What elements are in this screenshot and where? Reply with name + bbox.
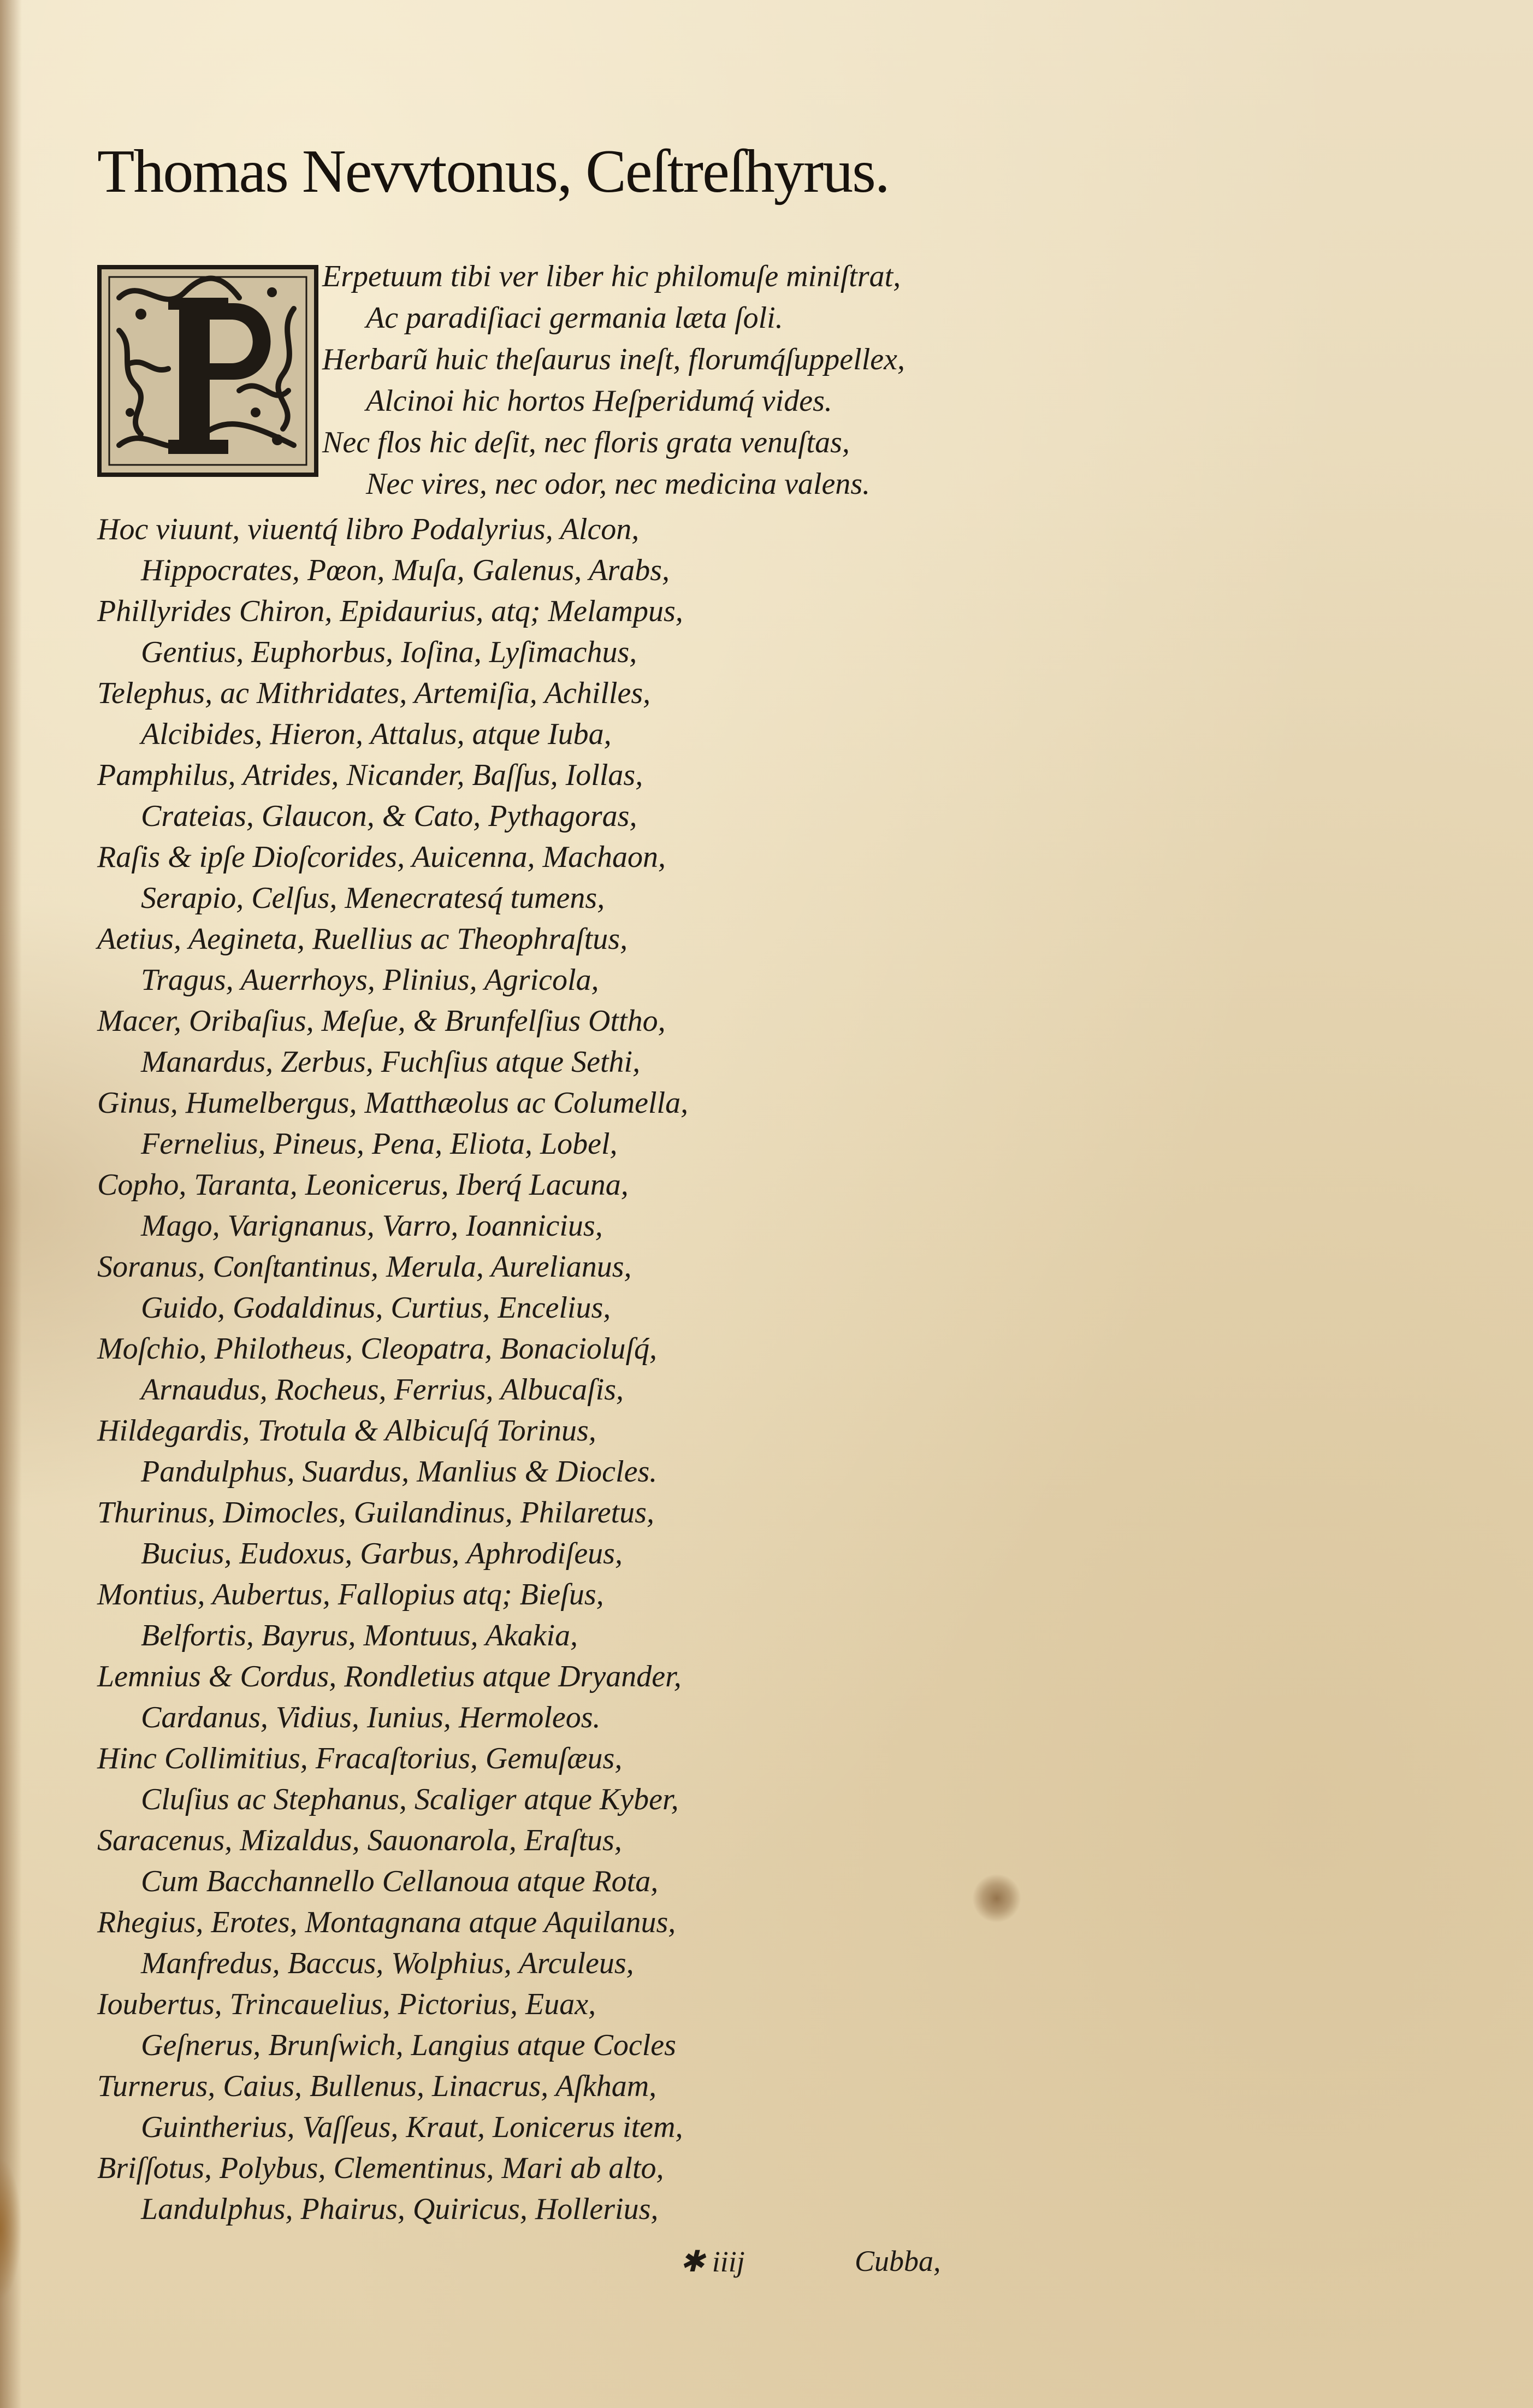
catchword: Cubba,	[855, 2245, 941, 2277]
verse-line: Hildegardis, Trotula & Albicuſq́ Torinus,	[97, 1414, 596, 1448]
verse-line: Fernelius, Pineus, Pena, Eliota, Lobel,	[141, 1127, 618, 1161]
verse-line: Telephus, ac Mithridates, Artemiſia, Achilles,	[97, 676, 651, 710]
verse-line: Thurinus, Dimocles, Guilandinus, Philaretus,	[97, 1496, 654, 1530]
page-edge-shadow	[0, 0, 22, 2408]
verse-line: Mago, Varignanus, Varro, Ioannicius,	[141, 1209, 603, 1243]
verse-line: Belfortis, Bayrus, Montuus, Akakia,	[141, 1619, 578, 1652]
verse-line: Hoc viuunt, viuentq́ libro Podalyrius, Alcon,	[97, 512, 640, 546]
verse-line: Cluſius ac Stephanus, Scaliger atque Kyber,	[141, 1783, 679, 1816]
verse-line: Montius, Aubertus, Fallopius atq; Bieſus,	[97, 1578, 604, 1612]
verse-list	[97, 509, 688, 2230]
verse-line: Aetius, Aegineta, Ruellius ac Theophraſtus,	[97, 922, 628, 956]
verse-line: Bucius, Eudoxus, Garbus, Aphrodiſeus,	[141, 1537, 623, 1571]
verse-line: Ac paradiſiaci germania læta ſoli.	[366, 301, 783, 335]
verse-line: Pamphilus, Atrides, Nicander, Baſſus, Iollas,	[97, 758, 643, 792]
verse-line: Manardus, Zerbus, Fuchſius atque Sethi,	[141, 1045, 641, 1079]
verse-line: Saracenus, Mizaldus, Sauonarola, Eraſtus,	[97, 1823, 622, 1857]
verse-line: Ginus, Humelbergus, Matthæolus ac Columella,	[97, 1086, 689, 1120]
verse-line: Erpetuum tibi ver liber hic philomuſe miniſtrat,	[322, 259, 901, 293]
page-title: Thomas Nevvtonus, Ceſtreſhyrus.	[97, 138, 889, 205]
verse-line: Briſſotus, Polybus, Clementinus, Mari ab alto,	[97, 2151, 664, 2185]
verse-line: Cardanus, Vidius, Iunius, Hermoleos.	[141, 1701, 601, 1734]
verse-line: Landulphus, Phairus, Quiricus, Hollerius,	[141, 2192, 659, 2226]
verse-line: Cum Bacchannello Cellanoua atque Rota,	[141, 1864, 659, 1898]
verse-line: Geſnerus, Brunſwich, Langius atque Cocles	[141, 2028, 676, 2062]
verse-line: Tragus, Auerrhoys, Plinius, Agricola,	[141, 963, 599, 997]
verse-line: Turnerus, Caius, Bullenus, Linacrus, Aſkham,	[97, 2069, 657, 2103]
verse-line: Phillyrides Chiron, Epidaurius, atq; Melampus,	[97, 594, 683, 628]
paper-stain	[972, 1874, 1021, 1923]
verse-line: Soranus, Conſtantinus, Merula, Aurelianus,	[97, 1250, 632, 1284]
paper-stain-edge	[0, 2158, 22, 2300]
verse-line: Copho, Taranta, Leonicerus, Iberq́ Lacuna,	[97, 1168, 629, 1202]
verse-line: Manfredus, Baccus, Wolphius, Arculeus,	[141, 1946, 634, 1980]
verse-line: Serapio, Celſus, Menecratesq́ tumens,	[141, 881, 605, 915]
verse-line: Macer, Oribaſius, Meſue, & Brunfelſius Ottho,	[97, 1004, 666, 1038]
verse-line: Rhegius, Erotes, Montagnana atque Aquilanus,	[97, 1905, 676, 1939]
signature-mark: ✱ iiij	[680, 2245, 745, 2278]
verse-line: Hippocrates, Pœon, Muſa, Galenus, Arabs,	[141, 553, 670, 587]
verse-line: Ioubertus, Trincauelius, Pictorius, Euax,	[97, 1987, 596, 2021]
opening-stanza	[322, 256, 905, 505]
verse-line: Alcibides, Hieron, Attalus, atque Iuba,	[141, 717, 612, 751]
verse-line: Nec flos hic deſit, nec floris grata venuſtas,	[322, 426, 850, 459]
verse-line: Arnaudus, Rocheus, Ferrius, Albucaſis,	[141, 1373, 624, 1407]
verse-line: Herbarũ huic theſaurus ineſt, florumq́ſuppellex,	[322, 343, 905, 376]
decorated-initial-graphic	[97, 265, 318, 477]
verse-line: Moſchio, Philotheus, Cleopatra, Bonacioluſq́,	[97, 1332, 658, 1366]
decorated-initial-p	[97, 265, 318, 477]
verse-line: Guido, Godaldinus, Curtius, Encelius,	[141, 1291, 611, 1325]
verse-line: Nec vires, nec odor, nec medicina valens.	[366, 467, 871, 501]
verse-line: Alcinoi hic hortos Heſperidumq́ vides.	[366, 384, 832, 418]
verse-line: Guintherius, Vaſſeus, Kraut, Lonicerus item,	[141, 2110, 683, 2144]
verse-line: Hinc Collimitius, Fracaſtorius, Gemuſæus,	[97, 1742, 623, 1775]
verse-line: Pandulphus, Suardus, Manlius & Diocles.	[141, 1455, 658, 1489]
verse-line: Crateias, Glaucon, & Cato, Pythagoras,	[141, 799, 637, 833]
verse-line: Gentius, Euphorbus, Ioſina, Lyſimachus,	[141, 635, 637, 669]
verse-line: Lemnius & Cordus, Rondletius atque Dryander,	[97, 1660, 682, 1693]
verse-line: Raſis & ipſe Dioſcorides, Auicenna, Machaon,	[97, 840, 666, 874]
